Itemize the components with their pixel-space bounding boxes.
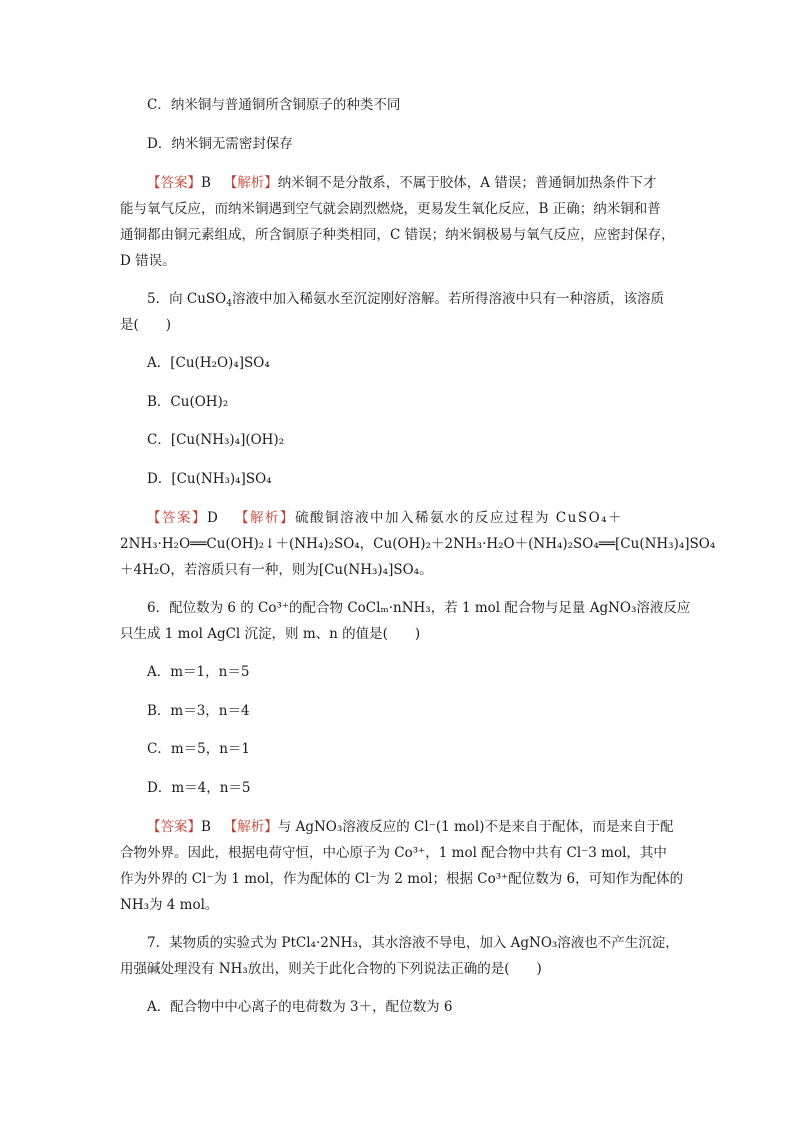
q6-option-d: D．m＝4，n＝5 — [147, 780, 251, 796]
q4-answer-line-1 — [147, 174, 656, 192]
q5-analysis-line-2: 2NH₃·H₂O══Cu(OH)₂↓＋(NH₄)₂SO₄，Cu(OH)₂＋2NH₃·H₂O＋(NH₄)₂SO₄══[Cu(NH₃)₄]SO₄ — [120, 536, 716, 552]
q6-analysis-line-3: 作为外界的 Cl⁻为 1 mol，作为配体的 Cl⁻为 2 mol；根据 Co³⁺配位数为 6，可知作为配体的 — [120, 871, 684, 887]
q4-analysis-line-4: D 错误。 — [120, 253, 176, 269]
q5-option-b: B．Cu(OH)₂ — [147, 394, 229, 410]
q7-stem-line-1: 7．某物质的实验式为 PtCl₄·2NH₃，其水溶液不导电，加入 AgNO₃溶液也不产生沉淀， — [147, 935, 679, 951]
answer-value: B — [201, 175, 211, 191]
q6-stem-line-1: 6．配位数为 6 的 Co³⁺的配合物 CoClₘ·nNH₃，若 1 mol 配合物与足量 AgNO₃溶液反应 — [147, 600, 691, 616]
answer-value: D — [207, 510, 218, 526]
analysis-tag: 【解析】 — [223, 175, 278, 191]
q6-stem-line-2: 只生成 1 mol AgCl 沉淀，则 m、n 的值是( ) — [120, 626, 421, 642]
q5-answer-line-1 — [147, 509, 623, 527]
q4-option-d: D．纳米铜无需密封保存 — [147, 136, 293, 152]
answer-tag: 【答案】 — [147, 175, 201, 191]
q5-analysis-line-3: ＋4H₂O，若溶质只有一种，则为[Cu(NH₃)₄]SO₄。 — [120, 562, 433, 578]
q7-stem-line-2: 用强碱处理没有 NH₃放出，则关于此化合物的下列说法正确的是( ) — [120, 961, 542, 977]
answer-tag: 【答案】 — [147, 819, 201, 835]
analysis-text: 硫酸铜溶液中加入稀氨水的反应过程为 CuSO₄＋ — [295, 510, 624, 526]
q6-option-b: B．m＝3，n＝4 — [147, 703, 250, 719]
q7-option-a: A．配合物中中心离子的电荷数为 3＋，配位数为 6 — [147, 999, 453, 1015]
answer-value: B — [201, 819, 211, 835]
q5-option-c: C．[Cu(NH₃)₄](OH)₂ — [147, 432, 285, 448]
q5-option-a: A．[Cu(H₂O)₄]SO₄ — [147, 355, 270, 371]
analysis-tag: 【解析】 — [223, 819, 278, 835]
answer-tag: 【答案】 — [147, 510, 207, 526]
q5-stem-line-2: 是( ) — [120, 317, 172, 333]
analysis-tag: 【解析】 — [235, 510, 295, 526]
q6-option-a: A．m＝1，n＝5 — [147, 664, 250, 680]
analysis-text: 纳米铜不是分散系，不属于胶体，A 错误；普通铜加热条件下才 — [277, 175, 657, 191]
q4-analysis-line-2: 能与氧气反应，而纳米铜遇到空气就会剧烈燃烧，更易发生氧化反应，B 正确；纳米铜和普 — [120, 201, 661, 217]
q6-analysis-line-2: 合物外界。因此，根据电荷守恒，中心原子为 Co³⁺，1 mol 配合物中共有 Cl⁻3 mol，其中 — [120, 845, 667, 861]
analysis-text: 与 AgNO₃溶液反应的 Cl⁻(1 mol)不是来自于配体，而是来自于配 — [277, 819, 674, 835]
q6-analysis-line-4: NH₃为 4 mol。 — [120, 897, 219, 913]
q6-option-c: C．m＝5，n＝1 — [147, 741, 251, 757]
q6-answer-line-1 — [147, 818, 674, 836]
q5-option-d: D．[Cu(NH₃)₄]SO₄ — [147, 471, 272, 487]
q4-analysis-line-3: 通铜都由铜元素组成，所含铜原子种类相同，C 错误；纳米铜极易与氧气反应，应密封保存， — [120, 227, 675, 243]
q4-option-c: C．纳米铜与普通铜所含铜原子的种类不同 — [147, 97, 401, 113]
q5-stem-line-1: 5．向 CuSO$_4$溶液中加入稀氨水至沉淀刚好溶解。若所得溶液中只有一种溶质，该溶质 — [147, 291, 664, 309]
